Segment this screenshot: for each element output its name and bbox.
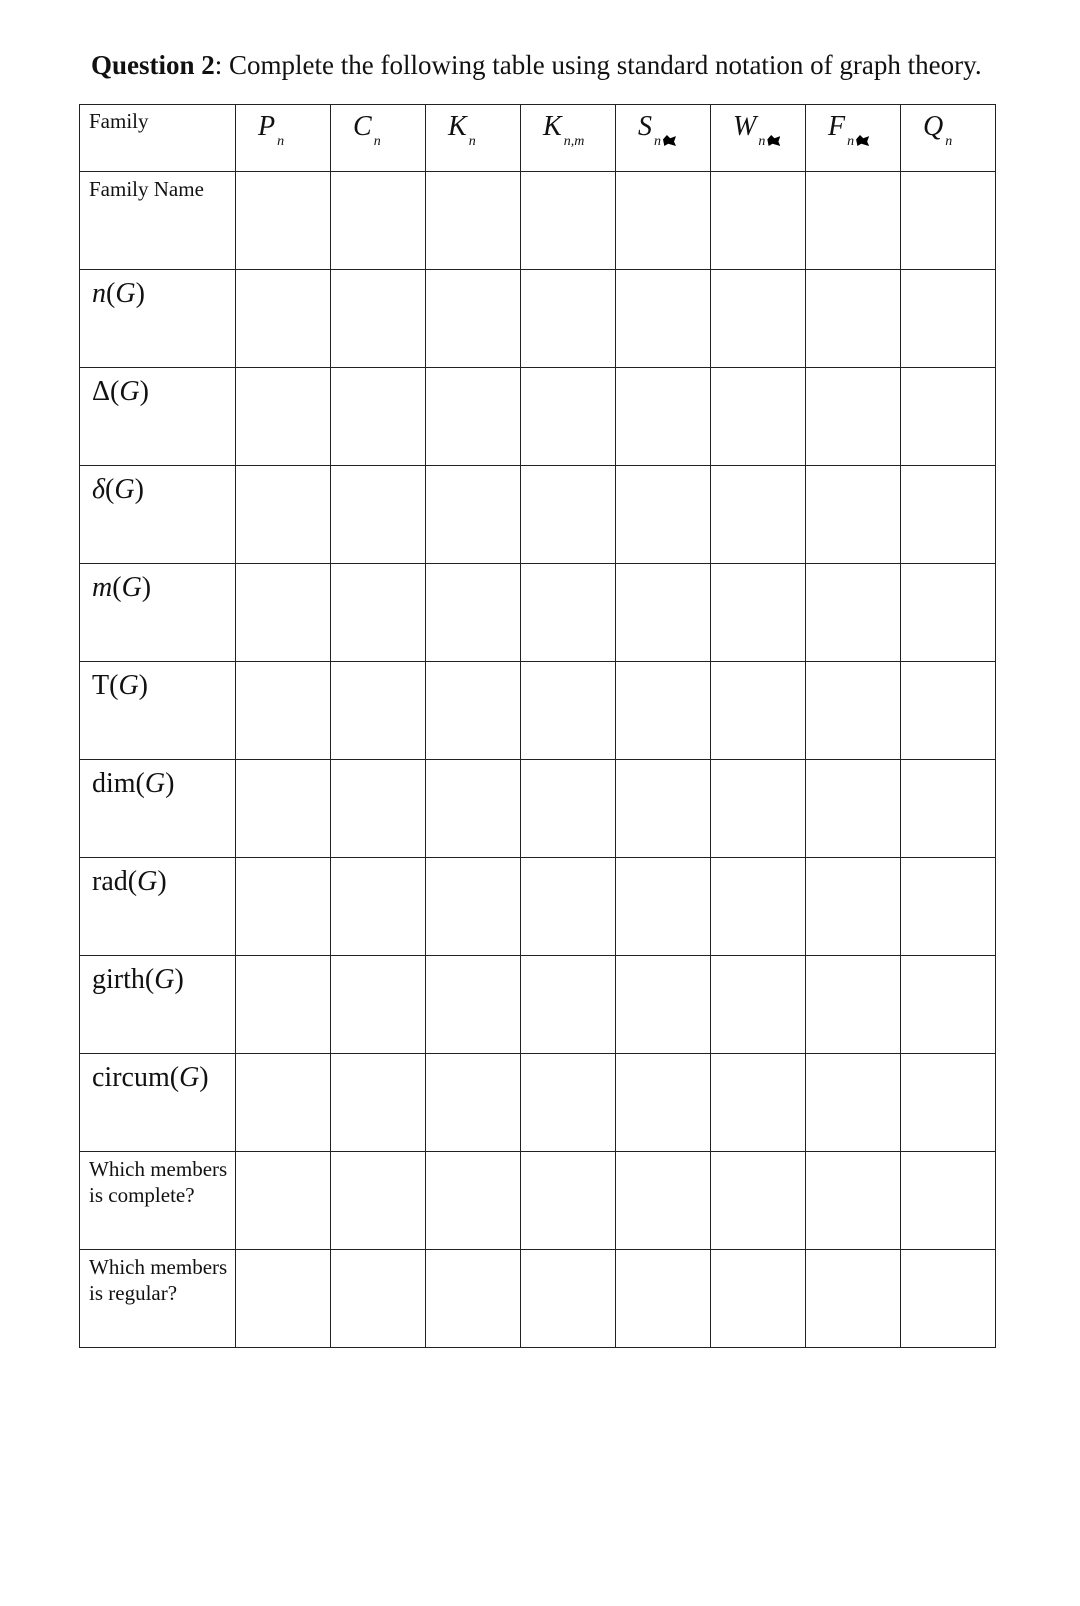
answer-cell[interactable]	[711, 466, 806, 564]
answer-cell[interactable]	[331, 662, 426, 760]
answer-cell[interactable]	[806, 1054, 901, 1152]
answer-cell[interactable]	[426, 1152, 521, 1250]
answer-cell[interactable]	[426, 858, 521, 956]
answer-cell[interactable]	[331, 368, 426, 466]
answer-cell[interactable]	[901, 466, 996, 564]
row-label: δ(G)	[92, 474, 144, 505]
family-symbol-subscript: n	[277, 134, 285, 149]
answer-cell[interactable]	[521, 760, 616, 858]
answer-cell[interactable]	[331, 956, 426, 1054]
answer-cell[interactable]	[521, 466, 616, 564]
ink-blot-mark	[856, 135, 869, 146]
answer-cell[interactable]	[236, 662, 331, 760]
family-symbol-base: C	[353, 111, 372, 142]
answer-cell[interactable]	[331, 1152, 426, 1250]
row-label-cell	[80, 858, 236, 956]
answer-cell[interactable]	[236, 368, 331, 466]
answer-cell[interactable]	[426, 760, 521, 858]
answer-cell[interactable]	[806, 270, 901, 368]
table-row	[80, 956, 996, 1054]
answer-cell[interactable]	[901, 760, 996, 858]
row-label-cell	[80, 172, 236, 270]
answer-cell[interactable]	[616, 564, 711, 662]
family-symbol	[733, 111, 780, 149]
family-header-cell	[331, 105, 426, 172]
family-header-cell	[901, 105, 996, 172]
table-row	[80, 1054, 996, 1152]
family-header-cell	[616, 105, 711, 172]
question-text: : Complete the following table using standard notation of graph theory.	[214, 50, 982, 80]
answer-cell[interactable]	[521, 1152, 616, 1250]
answer-cell[interactable]	[806, 1152, 901, 1250]
row-label-cell	[80, 564, 236, 662]
answer-cell[interactable]	[331, 858, 426, 956]
answer-cell[interactable]	[236, 956, 331, 1054]
family-header-cell	[236, 105, 331, 172]
answer-cell[interactable]	[616, 858, 711, 956]
table-row	[80, 368, 996, 466]
family-symbol-subscript: n	[758, 134, 766, 149]
table-row	[80, 1250, 996, 1348]
answer-cell[interactable]	[806, 662, 901, 760]
answer-cell[interactable]	[901, 564, 996, 662]
row-label-cell	[80, 1152, 236, 1250]
family-symbol-subscript: n	[945, 134, 953, 149]
answer-cell[interactable]	[331, 760, 426, 858]
answer-cell[interactable]	[426, 172, 521, 270]
ink-blot-mark	[663, 135, 676, 146]
table-row	[80, 466, 996, 564]
answer-cell[interactable]	[616, 1054, 711, 1152]
family-symbol-subscript: n	[373, 134, 381, 149]
answer-cell[interactable]	[901, 270, 996, 368]
family-header-cell	[711, 105, 806, 172]
row-label: Family Name	[89, 177, 204, 201]
answer-cell[interactable]	[236, 1250, 331, 1348]
answer-cell[interactable]	[331, 466, 426, 564]
answer-cell[interactable]	[331, 1250, 426, 1348]
answer-cell[interactable]	[521, 956, 616, 1054]
answer-cell[interactable]	[901, 1152, 996, 1250]
family-symbol-base: P	[258, 111, 276, 142]
answer-cell[interactable]	[236, 270, 331, 368]
table-row	[80, 1152, 996, 1250]
answer-cell[interactable]	[806, 466, 901, 564]
answer-cell[interactable]	[901, 858, 996, 956]
answer-cell[interactable]	[711, 662, 806, 760]
row-label-cell	[80, 662, 236, 760]
answer-cell[interactable]	[331, 270, 426, 368]
answer-cell[interactable]	[426, 270, 521, 368]
answer-cell[interactable]	[426, 1250, 521, 1348]
row-label-cell	[80, 368, 236, 466]
question-number: Question 2	[91, 50, 215, 80]
family-symbol	[543, 111, 585, 149]
answer-cell[interactable]	[426, 368, 521, 466]
answer-cell[interactable]	[711, 1152, 806, 1250]
family-symbol	[923, 111, 953, 149]
header-label-cell	[80, 105, 236, 172]
family-symbol	[258, 111, 285, 149]
row-label: T(G)	[92, 670, 148, 701]
table-row	[80, 858, 996, 956]
answer-cell[interactable]	[711, 760, 806, 858]
family-symbol-base: F	[828, 111, 846, 142]
answer-cell[interactable]	[236, 564, 331, 662]
row-label: Which members is regular?	[89, 1255, 228, 1305]
family-symbol-base: S	[638, 111, 652, 142]
answer-cell[interactable]	[236, 760, 331, 858]
family-symbol-base: K	[448, 111, 467, 142]
header-row	[80, 105, 996, 172]
answer-cell[interactable]	[901, 1250, 996, 1348]
answer-cell[interactable]	[426, 662, 521, 760]
family-symbol-base: Q	[923, 111, 944, 142]
answer-cell[interactable]	[521, 270, 616, 368]
answer-cell[interactable]	[616, 172, 711, 270]
answer-cell[interactable]	[236, 172, 331, 270]
answer-cell[interactable]	[426, 564, 521, 662]
family-symbol	[638, 111, 676, 149]
answer-cell[interactable]	[616, 1250, 711, 1348]
answer-cell[interactable]	[521, 564, 616, 662]
family-header-cell	[806, 105, 901, 172]
answer-cell[interactable]	[236, 466, 331, 564]
answer-cell[interactable]	[901, 956, 996, 1054]
family-symbol-subscript: n	[847, 134, 855, 149]
answer-cell[interactable]	[521, 368, 616, 466]
header-label: Family	[89, 109, 149, 133]
answer-cell[interactable]	[901, 368, 996, 466]
row-label-cell	[80, 956, 236, 1054]
answer-cell[interactable]	[711, 172, 806, 270]
answer-cell[interactable]	[806, 858, 901, 956]
question-prompt	[91, 50, 982, 81]
family-header-cell	[521, 105, 616, 172]
answer-cell[interactable]	[521, 858, 616, 956]
answer-cell[interactable]	[616, 270, 711, 368]
answer-cell[interactable]	[426, 466, 521, 564]
row-label: rad(G)	[92, 866, 167, 897]
family-symbol-subscript: n,m	[563, 134, 585, 149]
row-label: m(G)	[92, 572, 152, 603]
answer-cell[interactable]	[331, 172, 426, 270]
answer-cell[interactable]	[711, 1054, 806, 1152]
answer-cell[interactable]	[331, 564, 426, 662]
answer-cell[interactable]	[901, 1054, 996, 1152]
answer-cell[interactable]	[806, 956, 901, 1054]
row-label: Δ(G)	[92, 376, 149, 407]
ink-blot-mark	[767, 135, 780, 146]
row-label: dim(G)	[92, 768, 175, 799]
answer-cell[interactable]	[616, 662, 711, 760]
answer-cell[interactable]	[616, 368, 711, 466]
family-header-cell	[426, 105, 521, 172]
row-label-cell	[80, 466, 236, 564]
answer-cell[interactable]	[521, 1250, 616, 1348]
graph-families-table	[79, 104, 996, 1348]
family-symbol-subscript: n	[468, 134, 476, 149]
table-row	[80, 662, 996, 760]
family-symbol-base: K	[543, 111, 562, 142]
family-symbol	[448, 111, 476, 149]
table-row	[80, 172, 996, 270]
answer-cell[interactable]	[711, 270, 806, 368]
answer-cell[interactable]	[426, 1054, 521, 1152]
answer-cell[interactable]	[616, 466, 711, 564]
answer-cell[interactable]	[711, 368, 806, 466]
answer-cell[interactable]	[236, 1152, 331, 1250]
family-symbol-base: W	[733, 111, 757, 142]
family-symbol	[828, 111, 869, 149]
table-row	[80, 760, 996, 858]
row-label-cell	[80, 760, 236, 858]
answer-cell[interactable]	[901, 662, 996, 760]
answer-cell[interactable]	[521, 1054, 616, 1152]
family-symbol-subscript: n	[654, 134, 661, 149]
answer-cell[interactable]	[236, 858, 331, 956]
answer-cell[interactable]	[806, 564, 901, 662]
family-symbol	[353, 111, 381, 149]
row-label-cell	[80, 1250, 236, 1348]
answer-cell[interactable]	[616, 1152, 711, 1250]
answer-cell[interactable]	[711, 564, 806, 662]
answer-cell[interactable]	[806, 368, 901, 466]
table-row	[80, 564, 996, 662]
answer-cell[interactable]	[901, 172, 996, 270]
answer-cell[interactable]	[806, 760, 901, 858]
table-row	[80, 270, 996, 368]
answer-cell[interactable]	[711, 956, 806, 1054]
row-label-cell	[80, 1054, 236, 1152]
answer-cell[interactable]	[521, 662, 616, 760]
answer-cell[interactable]	[711, 858, 806, 956]
row-label-cell	[80, 270, 236, 368]
row-label: n(G)	[92, 278, 145, 309]
answer-cell[interactable]	[331, 1054, 426, 1152]
answer-cell[interactable]	[426, 956, 521, 1054]
answer-cell[interactable]	[616, 956, 711, 1054]
answer-cell[interactable]	[521, 172, 616, 270]
answer-cell[interactable]	[711, 1250, 806, 1348]
answer-cell[interactable]	[236, 1054, 331, 1152]
answer-cell[interactable]	[806, 172, 901, 270]
row-label: circum(G)	[92, 1062, 209, 1093]
answer-cell[interactable]	[806, 1250, 901, 1348]
answer-cell[interactable]	[616, 760, 711, 858]
row-label: Which members is complete?	[89, 1157, 228, 1207]
row-label: girth(G)	[92, 964, 184, 995]
